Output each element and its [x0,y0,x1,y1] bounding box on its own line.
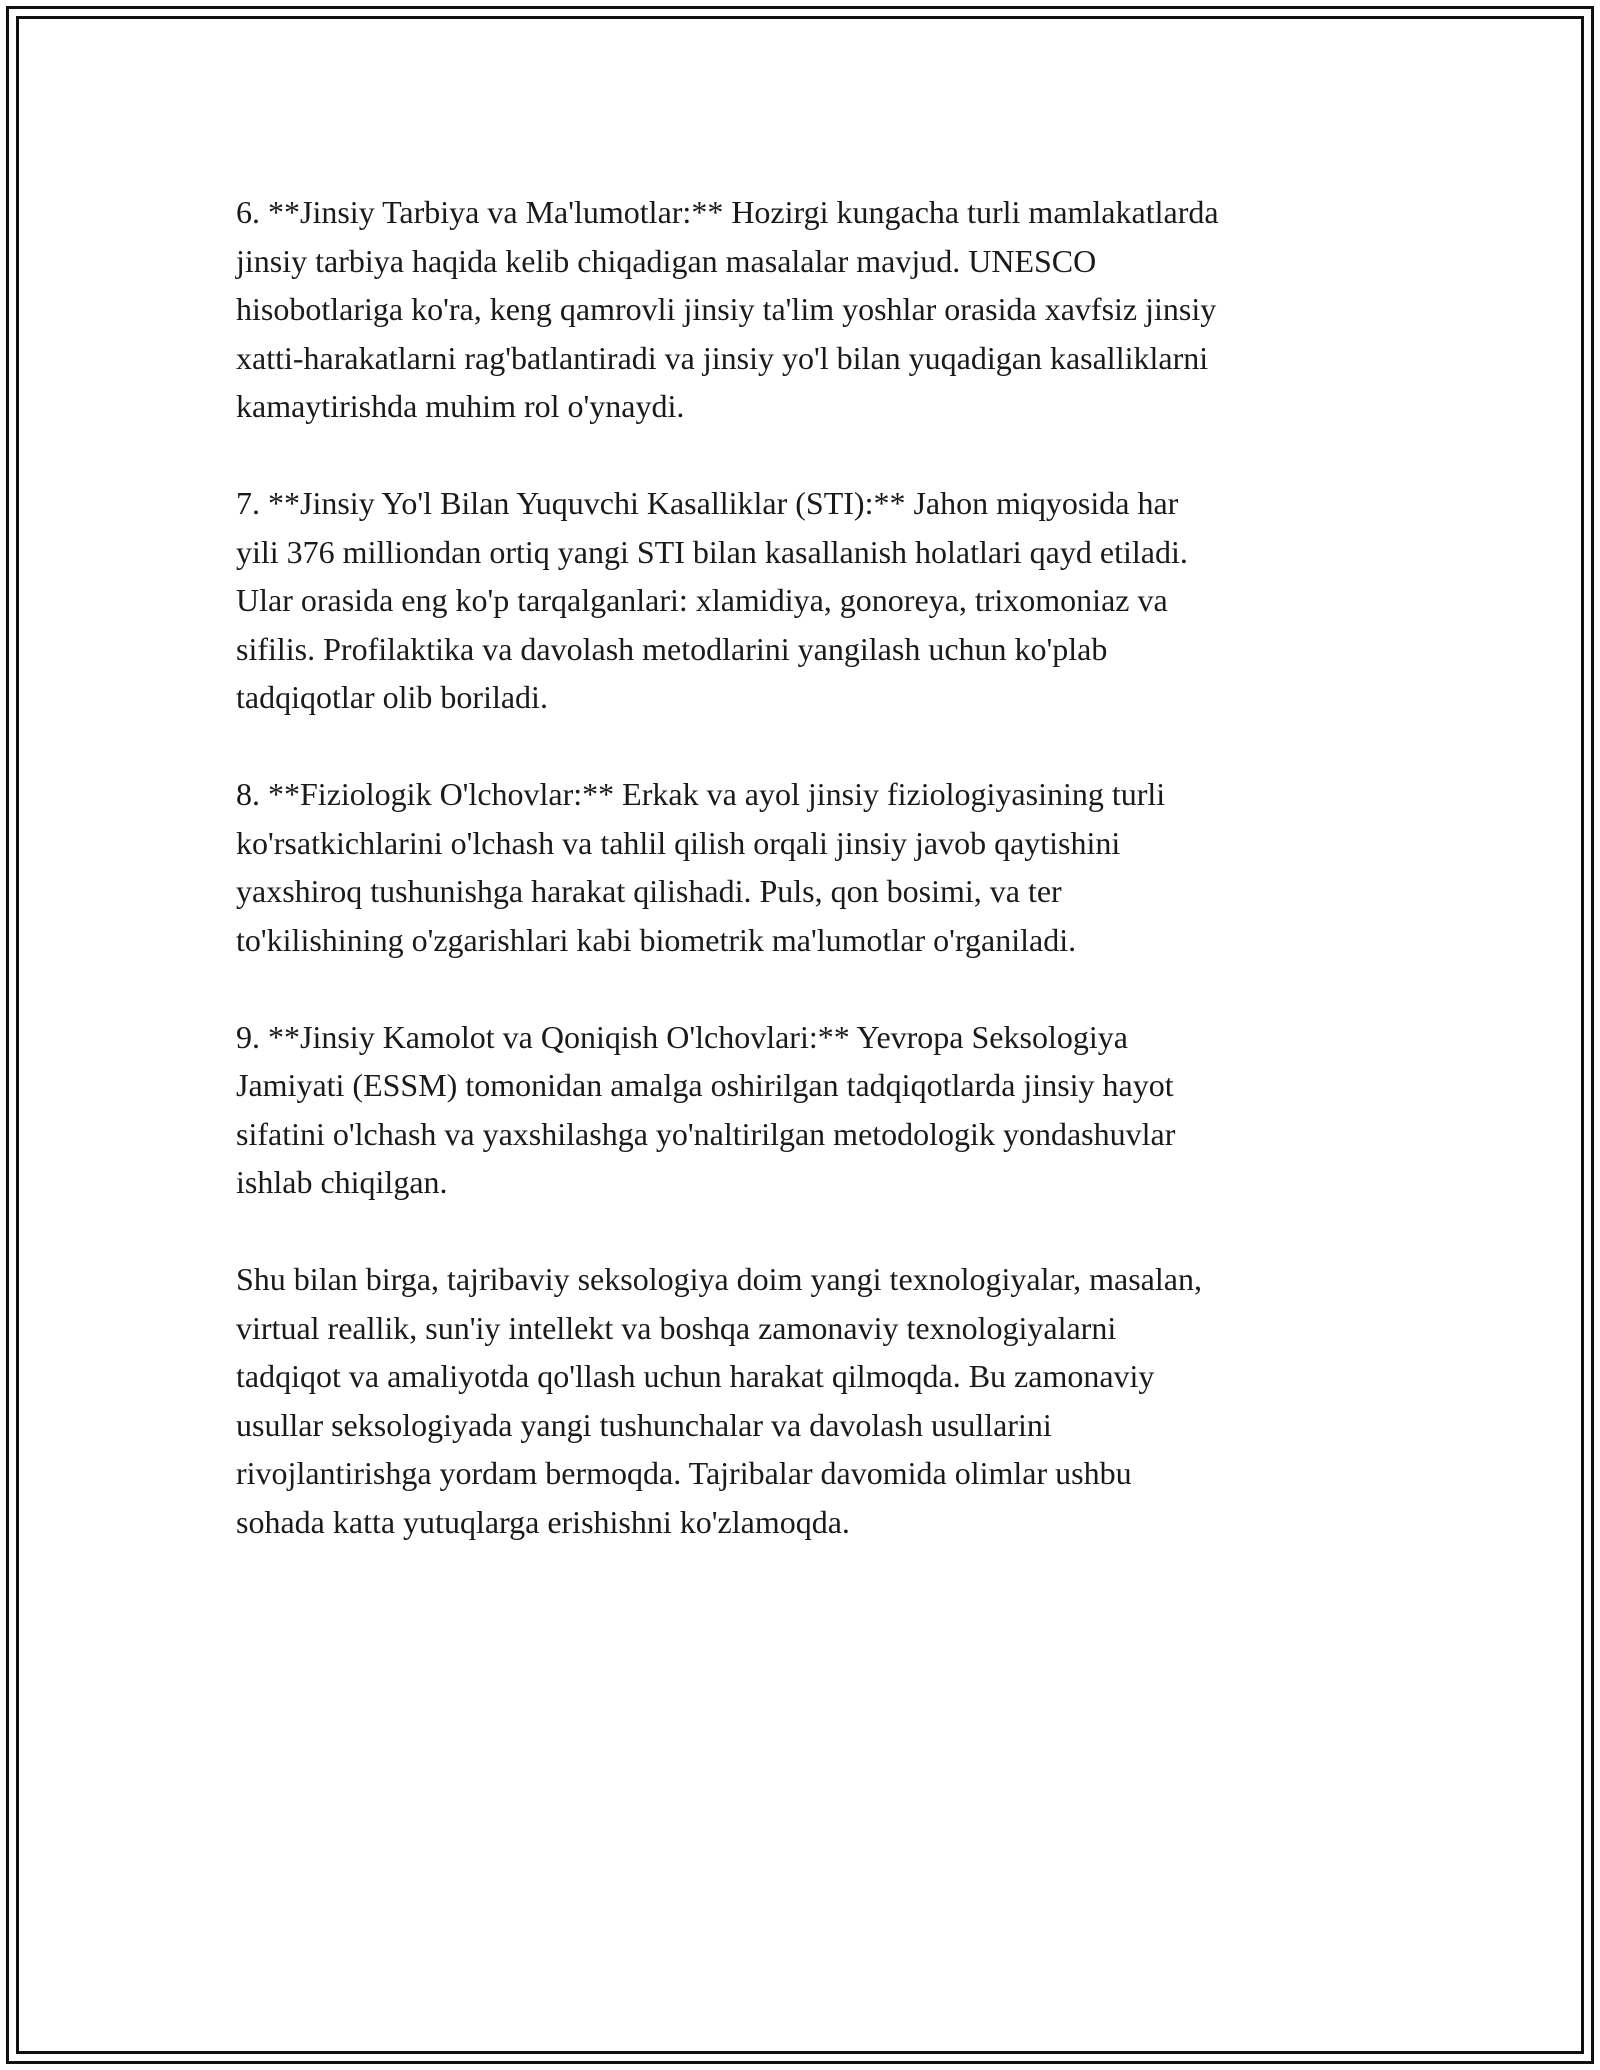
document-body [236,188,1376,1595]
paragraph-sex-education: 6. **Jinsiy Tarbiya va Ma'lumotlar:** Hozirgi kungacha turli mamlakatlarda jinsiy tarbiya haqida kelib chiqadigan masalalar mavjud. UNESCO hisobotlariga ko'ra, keng qamrovli jinsiy ta'lim yoshlar orasida xavfsiz jinsiy xatti-harakatlarni rag'batlantiradi va jinsiy yo'l bilan yuqadigan kasalliklarni kamaytirishda muhim rol o'ynaydi. [236,194,1219,424]
paragraph-sti: 7. **Jinsiy Yo'l Bilan Yuquvchi Kasalliklar (STI):** Jahon miqyosida har yili 376 milliondan ortiq yangi STI bilan kasallanish holatlari qayd etiladi. Ular orasida eng ko'p tarqalganlari: xlamidiya, gonoreya, trixomoniaz va sifilis. Profilaktika va davolash metodlarini yangilash uchun ko'plab tadqiqotlar olib boriladi. [236,485,1188,715]
paragraph-physiological-measures: 8. **Fiziologik O'lchovlar:** Erkak va ayol jinsiy fiziologiyasining turli ko'rsatkichlarini o'lchash va tahlil qilish orqali jinsiy javob qaytishini yaxshiroq tushunishga harakat qilishadi. Puls, qon bosimi, va ter to'kilishining o'zgarishlari kabi biometrik ma'lumotlar o'rganiladi. [236,776,1166,958]
paragraph-conclusion: Shu bilan birga, tajribaviy seksologiya doim yangi texnologiyalar, masalan, virtual reallik, sun'iy intellekt va boshqa zamonaviy texnologiyalarni tadqiqot va amaliyotda qo'llash uchun harakat qilmoqda. Bu zamonaviy usullar seksologiyada yangi tushunchalar va davolash usullarini rivojlantirishga yordam bermoqda. Tajribalar davomida olimlar ushbu sohada katta yutuqlarga erishishni ko'zlamoqda. [236,1261,1202,1540]
paragraph-sexual-maturity-satisfaction: 9. **Jinsiy Kamolot va Qoniqish O'lchovlari:** Yevropa Seksologiya Jamiyati (ESSM) tomonidan amalga oshirilgan tadqiqotlarda jinsiy hayot sifatini o'lchash va yaxshilashga yo'naltirilgan metodologik yondashuvlar ishlab chiqilgan. [236,1018,1176,1200]
